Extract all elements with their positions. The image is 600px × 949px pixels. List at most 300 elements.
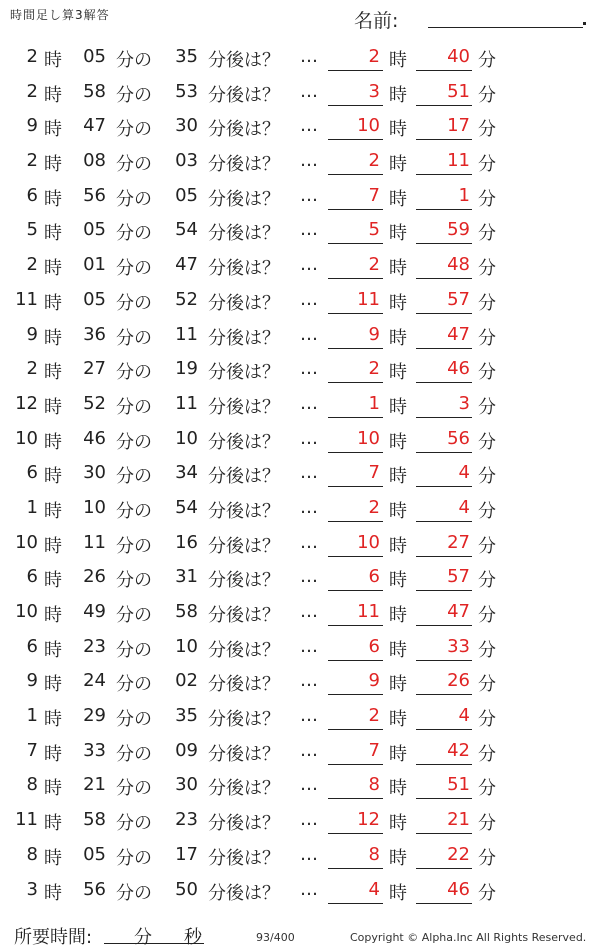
ellipsis: … [300, 635, 319, 657]
answer-hour-blank[interactable] [328, 278, 383, 279]
answer-minute: 17 [447, 115, 470, 137]
answer-hour: 2 [368, 150, 380, 172]
name-field-line[interactable] [428, 27, 583, 28]
answer-hour-kanji: 時 [389, 119, 407, 141]
question-text: 分後は？ [208, 154, 280, 176]
answer-minute-blank[interactable] [416, 348, 472, 349]
start-hour: 2 [26, 358, 38, 380]
answer-hour-kanji: 時 [389, 847, 407, 869]
answer-minute: 59 [447, 219, 470, 241]
answer-minute-blank[interactable] [416, 764, 472, 765]
answer-minute-blank[interactable] [416, 660, 472, 661]
minute-no-text: 分の [116, 327, 152, 349]
answer-hour-blank[interactable] [328, 694, 383, 695]
answer-minute-kanji: 分 [478, 570, 496, 592]
answer-minute: 57 [447, 288, 470, 310]
start-hour: 2 [26, 254, 38, 276]
minute-no-text: 分の [116, 223, 152, 245]
minute-no-text: 分の [116, 396, 152, 418]
answer-minute-blank[interactable] [416, 521, 472, 522]
answer-minute-blank[interactable] [416, 868, 472, 869]
minute-no-text: 分の [116, 535, 152, 557]
added-minutes: 35 [175, 705, 198, 727]
hour-kanji: 時 [44, 570, 62, 592]
problem-row [0, 768, 600, 803]
question-text: 分後は？ [208, 431, 280, 453]
answer-minute-kanji: 分 [478, 709, 496, 731]
hour-kanji: 時 [44, 258, 62, 280]
answer-minute-kanji: 分 [478, 847, 496, 869]
problem-row [0, 40, 600, 75]
answer-minute-blank[interactable] [416, 243, 472, 244]
answer-hour-blank[interactable] [328, 174, 383, 175]
answer-hour-blank[interactable] [328, 139, 383, 140]
answer-hour-kanji: 時 [389, 813, 407, 835]
problem-row [0, 560, 600, 595]
name-label: 名前: [354, 10, 399, 32]
answer-minute-blank[interactable] [416, 105, 472, 106]
problem-row [0, 283, 600, 318]
answer-hour-blank[interactable] [328, 556, 383, 557]
question-text: 分後は？ [208, 639, 280, 661]
start-minute: 56 [83, 184, 106, 206]
added-minutes: 58 [175, 601, 198, 622]
start-minute: 05 [83, 843, 106, 865]
question-text: 分後は？ [208, 396, 280, 418]
question-text: 分後は？ [208, 500, 280, 522]
minute-no-text: 分の [116, 674, 152, 696]
added-minutes: 11 [175, 392, 198, 414]
problem-row [0, 248, 600, 283]
problem-row [0, 630, 600, 665]
minute-no-text: 分の [116, 605, 152, 626]
start-minute: 24 [83, 670, 106, 692]
problem-row [0, 699, 600, 734]
start-minute: 05 [83, 46, 106, 67]
answer-hour-blank[interactable] [328, 764, 383, 765]
copyright: Copyright © Alpha.Inc All Rights Reserved. [350, 931, 587, 944]
ellipsis: … [300, 878, 319, 900]
start-hour: 5 [26, 219, 38, 241]
answer-minute-kanji: 分 [478, 327, 496, 349]
problem-row [0, 75, 600, 110]
added-minutes: 11 [175, 323, 198, 345]
start-hour: 6 [26, 462, 38, 484]
hour-kanji: 時 [44, 362, 62, 384]
answer-minute-kanji: 分 [478, 50, 496, 71]
ellipsis: … [300, 184, 319, 206]
hour-kanji: 時 [44, 743, 62, 765]
answer-hour: 11 [357, 601, 380, 622]
answer-hour: 2 [368, 254, 380, 276]
question-text: 分後は？ [208, 778, 280, 800]
start-hour: 2 [26, 150, 38, 172]
minute-no-text: 分の [116, 813, 152, 835]
ellipsis: … [300, 843, 319, 865]
answer-minute-blank[interactable] [416, 417, 472, 418]
minute-no-text: 分の [116, 743, 152, 765]
answer-hour-kanji: 時 [389, 639, 407, 661]
added-minutes: 10 [175, 635, 198, 657]
answer-hour-blank[interactable] [328, 868, 383, 869]
question-text: 分後は？ [208, 84, 280, 106]
added-minutes: 47 [175, 254, 198, 276]
ellipsis: … [300, 358, 319, 380]
answer-minute: 57 [447, 566, 470, 588]
required-time-second-label: 秒 [184, 927, 202, 948]
start-minute: 01 [83, 254, 106, 276]
start-minute: 10 [83, 496, 106, 518]
answer-hour-blank[interactable] [328, 625, 383, 626]
start-minute: 46 [83, 427, 106, 449]
question-text: 分後は？ [208, 119, 280, 141]
answer-minute: 26 [447, 670, 470, 692]
answer-hour-blank[interactable] [328, 660, 383, 661]
answer-hour-blank[interactable] [328, 348, 383, 349]
answer-hour-kanji: 時 [389, 743, 407, 765]
start-minute: 58 [83, 809, 106, 831]
hour-kanji: 時 [44, 292, 62, 314]
answer-hour-blank[interactable] [328, 798, 383, 799]
start-minute: 27 [83, 358, 106, 380]
answer-hour-blank[interactable] [328, 209, 383, 210]
hour-kanji: 時 [44, 535, 62, 557]
answer-hour-kanji: 時 [389, 431, 407, 453]
question-text: 分後は？ [208, 743, 280, 765]
minute-no-text: 分の [116, 882, 152, 904]
hour-kanji: 時 [44, 188, 62, 210]
answer-minute: 22 [447, 843, 470, 865]
answer-minute: 4 [458, 462, 470, 484]
minute-no-text: 分の [116, 119, 152, 141]
hour-kanji: 時 [44, 674, 62, 696]
answer-hour: 2 [368, 705, 380, 727]
start-minute: 11 [83, 531, 106, 553]
ellipsis: … [300, 80, 319, 102]
answer-minute: 46 [447, 358, 470, 380]
added-minutes: 35 [175, 46, 198, 67]
answer-minute-blank[interactable] [416, 694, 472, 695]
name-field-end-dot [583, 22, 586, 25]
start-hour: 11 [15, 288, 38, 310]
added-minutes: 50 [175, 878, 198, 900]
problem-row [0, 526, 600, 561]
answer-minute-kanji: 分 [478, 362, 496, 384]
ellipsis: … [300, 115, 319, 137]
answer-minute: 51 [447, 774, 470, 796]
answer-hour-kanji: 時 [389, 500, 407, 522]
answer-hour-kanji: 時 [389, 535, 407, 557]
problem-row [0, 387, 600, 422]
answer-minute: 21 [447, 809, 470, 831]
added-minutes: 16 [175, 531, 198, 553]
start-hour: 8 [26, 774, 38, 796]
answer-hour-blank[interactable] [328, 521, 383, 522]
answer-minute-kanji: 分 [478, 674, 496, 696]
answer-minute-kanji: 分 [478, 431, 496, 453]
answer-minute-blank[interactable] [416, 903, 472, 904]
page-number: 93/400 [256, 931, 295, 944]
answer-hour: 4 [368, 878, 380, 900]
answer-hour: 10 [357, 427, 380, 449]
answer-hour-blank[interactable] [328, 833, 383, 834]
start-hour: 2 [26, 80, 38, 102]
answer-minute-blank[interactable] [416, 833, 472, 834]
answer-hour-blank[interactable] [328, 313, 383, 314]
start-minute: 33 [83, 739, 106, 761]
answer-minute-blank[interactable] [416, 139, 472, 140]
answer-minute-blank[interactable] [416, 209, 472, 210]
hour-kanji: 時 [44, 466, 62, 488]
minute-no-text: 分の [116, 500, 152, 522]
start-minute: 05 [83, 219, 106, 241]
answer-hour-kanji: 時 [389, 570, 407, 592]
start-minute: 21 [83, 774, 106, 796]
answer-hour: 7 [368, 739, 380, 761]
answer-minute-kanji: 分 [478, 639, 496, 661]
problem-row [0, 873, 600, 908]
answer-hour: 10 [357, 531, 380, 553]
answer-minute-blank[interactable] [416, 174, 472, 175]
worksheet-title: 時間足し算3解答 [10, 8, 110, 22]
problem-row [0, 318, 600, 353]
start-hour: 3 [26, 878, 38, 900]
answer-hour: 2 [368, 496, 380, 518]
answer-hour-kanji: 時 [389, 605, 407, 626]
hour-kanji: 時 [44, 500, 62, 522]
answer-minute-kanji: 分 [478, 535, 496, 557]
minute-no-text: 分の [116, 362, 152, 384]
question-text: 分後は？ [208, 570, 280, 592]
answer-minute: 48 [447, 254, 470, 276]
hour-kanji: 時 [44, 639, 62, 661]
ellipsis: … [300, 288, 319, 310]
question-text: 分後は？ [208, 847, 280, 869]
minute-no-text: 分の [116, 847, 152, 869]
problem-row [0, 422, 600, 457]
start-hour: 10 [15, 601, 38, 622]
question-text: 分後は？ [208, 188, 280, 210]
required-time-minute-label: 分 [134, 927, 152, 948]
hour-kanji: 時 [44, 882, 62, 904]
answer-minute: 4 [458, 705, 470, 727]
answer-hour: 2 [368, 46, 380, 67]
minute-no-text: 分の [116, 292, 152, 314]
added-minutes: 34 [175, 462, 198, 484]
hour-kanji: 時 [44, 223, 62, 245]
answer-hour-kanji: 時 [389, 258, 407, 280]
answer-minute: 42 [447, 739, 470, 761]
start-minute: 36 [83, 323, 106, 345]
question-text: 分後は？ [208, 50, 280, 71]
minute-no-text: 分の [116, 84, 152, 106]
answer-hour-kanji: 時 [389, 327, 407, 349]
problem-row [0, 491, 600, 526]
answer-minute-blank[interactable] [416, 70, 472, 71]
answer-hour-kanji: 時 [389, 154, 407, 176]
start-minute: 08 [83, 150, 106, 172]
answer-minute-blank[interactable] [416, 625, 472, 626]
answer-minute-kanji: 分 [478, 154, 496, 176]
hour-kanji: 時 [44, 709, 62, 731]
problem-list [0, 40, 600, 907]
problem-row [0, 109, 600, 144]
problem-row [0, 664, 600, 699]
answer-hour: 7 [368, 184, 380, 206]
start-minute: 56 [83, 878, 106, 900]
added-minutes: 10 [175, 427, 198, 449]
answer-hour-blank[interactable] [328, 382, 383, 383]
minute-no-text: 分の [116, 154, 152, 176]
answer-hour: 2 [368, 358, 380, 380]
answer-minute: 47 [447, 601, 470, 622]
answer-hour: 10 [357, 115, 380, 137]
ellipsis: … [300, 323, 319, 345]
question-text: 分後は？ [208, 292, 280, 314]
start-hour: 9 [26, 115, 38, 137]
answer-hour-blank[interactable] [328, 417, 383, 418]
hour-kanji: 時 [44, 50, 62, 71]
minute-no-text: 分の [116, 778, 152, 800]
start-hour: 1 [26, 705, 38, 727]
minute-no-text: 分の [116, 466, 152, 488]
answer-minute-blank[interactable] [416, 556, 472, 557]
answer-hour-blank[interactable] [328, 243, 383, 244]
added-minutes: 23 [175, 809, 198, 831]
answer-hour-blank[interactable] [328, 70, 383, 71]
ellipsis: … [300, 254, 319, 276]
start-minute: 26 [83, 566, 106, 588]
start-minute: 49 [83, 601, 106, 622]
answer-hour-kanji: 時 [389, 882, 407, 904]
question-text: 分後は？ [208, 466, 280, 488]
problem-row [0, 838, 600, 873]
answer-hour: 9 [368, 670, 380, 692]
ellipsis: … [300, 670, 319, 692]
answer-minute-kanji: 分 [478, 119, 496, 141]
required-time-label: 所要時間: [14, 927, 93, 948]
start-hour: 10 [15, 531, 38, 553]
answer-minute-blank[interactable] [416, 798, 472, 799]
start-hour: 8 [26, 843, 38, 865]
answer-minute-kanji: 分 [478, 500, 496, 522]
answer-minute-blank[interactable] [416, 590, 472, 591]
answer-hour: 3 [368, 80, 380, 102]
ellipsis: … [300, 462, 319, 484]
minute-no-text: 分の [116, 570, 152, 592]
answer-hour-blank[interactable] [328, 590, 383, 591]
question-text: 分後は？ [208, 813, 280, 835]
answer-hour-blank[interactable] [328, 903, 383, 904]
answer-hour: 7 [368, 462, 380, 484]
problem-row [0, 213, 600, 248]
answer-hour-kanji: 時 [389, 362, 407, 384]
answer-hour-blank[interactable] [328, 729, 383, 730]
answer-minute: 46 [447, 878, 470, 900]
start-hour: 1 [26, 496, 38, 518]
added-minutes: 54 [175, 496, 198, 518]
answer-minute-blank[interactable] [416, 382, 472, 383]
answer-minute-blank[interactable] [416, 486, 472, 487]
added-minutes: 53 [175, 80, 198, 102]
start-hour: 6 [26, 635, 38, 657]
start-minute: 23 [83, 635, 106, 657]
answer-hour-kanji: 時 [389, 84, 407, 106]
ellipsis: … [300, 739, 319, 761]
answer-minute: 33 [447, 635, 470, 657]
start-minute: 52 [83, 392, 106, 414]
answer-minute: 47 [447, 323, 470, 345]
start-minute: 29 [83, 705, 106, 727]
start-hour: 12 [15, 392, 38, 414]
ellipsis: … [300, 531, 319, 553]
answer-minute-kanji: 分 [478, 188, 496, 210]
answer-hour: 9 [368, 323, 380, 345]
start-hour: 10 [15, 427, 38, 449]
start-hour: 9 [26, 323, 38, 345]
answer-minute-blank[interactable] [416, 313, 472, 314]
answer-hour-blank[interactable] [328, 452, 383, 453]
answer-hour-kanji: 時 [389, 292, 407, 314]
answer-minute-kanji: 分 [478, 84, 496, 106]
question-text: 分後は？ [208, 258, 280, 280]
start-hour: 9 [26, 670, 38, 692]
problem-row [0, 595, 600, 630]
problem-row [0, 144, 600, 179]
answer-hour-kanji: 時 [389, 674, 407, 696]
question-text: 分後は？ [208, 882, 280, 904]
answer-hour: 11 [357, 288, 380, 310]
hour-kanji: 時 [44, 396, 62, 418]
footer [0, 921, 600, 949]
answer-hour-blank[interactable] [328, 486, 383, 487]
answer-minute-kanji: 分 [478, 258, 496, 280]
minute-no-text: 分の [116, 709, 152, 731]
answer-minute-blank[interactable] [416, 729, 472, 730]
answer-hour-kanji: 時 [389, 778, 407, 800]
ellipsis: … [300, 427, 319, 449]
answer-minute: 27 [447, 531, 470, 553]
question-text: 分後は？ [208, 535, 280, 557]
hour-kanji: 時 [44, 813, 62, 835]
answer-hour-kanji: 時 [389, 466, 407, 488]
added-minutes: 54 [175, 219, 198, 241]
ellipsis: … [300, 496, 319, 518]
ellipsis: … [300, 809, 319, 831]
added-minutes: 30 [175, 774, 198, 796]
answer-minute-kanji: 分 [478, 813, 496, 835]
answer-minute-blank[interactable] [416, 278, 472, 279]
answer-minute-kanji: 分 [478, 605, 496, 626]
answer-minute-kanji: 分 [478, 778, 496, 800]
question-text: 分後は？ [208, 709, 280, 731]
ellipsis: … [300, 46, 319, 67]
answer-minute-kanji: 分 [478, 396, 496, 418]
minute-no-text: 分の [116, 639, 152, 661]
answer-minute: 56 [447, 427, 470, 449]
answer-minute-blank[interactable] [416, 452, 472, 453]
hour-kanji: 時 [44, 84, 62, 106]
answer-minute-kanji: 分 [478, 882, 496, 904]
ellipsis: … [300, 219, 319, 241]
minute-no-text: 分の [116, 188, 152, 210]
answer-minute-kanji: 分 [478, 466, 496, 488]
start-hour: 6 [26, 184, 38, 206]
ellipsis: … [300, 601, 319, 622]
answer-minute: 3 [458, 392, 470, 414]
added-minutes: 31 [175, 566, 198, 588]
answer-hour-blank[interactable] [328, 105, 383, 106]
